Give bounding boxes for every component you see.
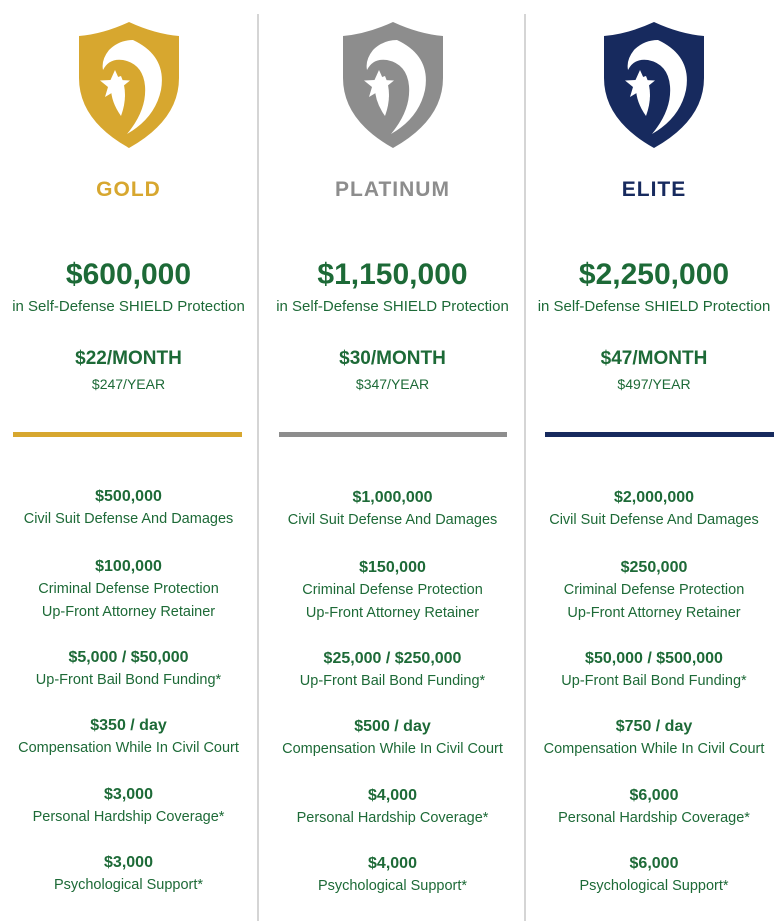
feature-item [260,557,525,625]
feature-desc: Criminal Defense Protection [563,582,745,598]
feature-value: $6,000 [629,855,679,872]
feature-desc: Up-Front Attorney Retainer [41,604,216,620]
feature-desc: Up-Front Bail Bond Funding* [561,673,747,689]
feature-item [527,557,781,625]
feature-item [260,853,525,898]
plan-price: $2,250,000 [578,258,730,291]
plan-tier: GOLD [96,178,161,201]
feature-desc: Psychological Support* [579,878,729,894]
feature-value: $5,000 / $50,000 [68,649,189,666]
feature-value: $1,000,000 [352,489,433,506]
plan-protection-label: in Self-Defense SHIELD Protection [276,298,509,315]
feature-desc: Personal Hardship Coverage* [296,810,489,826]
eagle-shield-icon [75,20,183,150]
plan-protection-label: in Self-Defense SHIELD Protection [537,298,771,315]
feature-value: $150,000 [359,559,426,576]
feature-desc: Psychological Support* [53,877,204,893]
feature-desc: Criminal Defense Protection [38,581,219,597]
feature-desc: Compensation While In Civil Court [543,741,765,757]
plan-price: $600,000 [65,258,192,291]
plan-yearly-price: $347/YEAR [355,376,430,392]
feature-desc: Compensation While In Civil Court [18,740,239,756]
plan-monthly-price: $47/MONTH [600,348,708,369]
feature-item [260,785,525,830]
feature-value: $4,000 [368,787,417,804]
plan-divider [279,432,507,437]
column-divider [257,14,259,921]
feature-item [260,487,525,532]
plan-yearly-price: $497/YEAR [617,376,691,392]
plan-divider [545,432,774,437]
feature-value: $350 / day [90,717,167,734]
feature-value: $6,000 [629,787,679,804]
eagle-shield-icon [600,20,708,150]
feature-value: $25,000 / $250,000 [323,650,462,667]
feature-desc: Civil Suit Defense And Damages [549,512,759,528]
feature-value: $2,000,000 [613,489,695,506]
feature-value: $250,000 [620,559,688,576]
plan-platinum [260,0,525,921]
feature-desc: Personal Hardship Coverage* [558,810,750,826]
feature-item [0,784,257,829]
feature-value: $750 / day [615,718,693,735]
feature-item [0,647,257,692]
feature-item [527,487,781,532]
feature-value: $4,000 [368,855,417,872]
eagle-shield-icon [339,20,447,150]
feature-item [0,852,257,897]
feature-value: $3,000 [104,854,153,871]
feature-desc: Up-Front Attorney Retainer [567,605,741,621]
feature-desc: Civil Suit Defense And Damages [287,512,498,528]
feature-item [527,716,781,761]
plan-divider [13,432,242,437]
plan-tier: PLATINUM [335,178,450,201]
feature-item [0,486,257,531]
feature-item [260,648,525,693]
feature-desc: Criminal Defense Protection [302,582,483,598]
feature-desc: Civil Suit Defense And Damages [23,511,234,527]
feature-item [527,785,781,830]
plan-price: $1,150,000 [317,258,468,291]
feature-desc: Up-Front Attorney Retainer [305,605,480,621]
feature-value: $100,000 [95,558,162,575]
feature-desc: Psychological Support* [317,878,468,894]
plan-yearly-price: $247/YEAR [91,376,166,392]
plan-gold [0,0,257,921]
feature-item [260,716,525,761]
feature-desc: Personal Hardship Coverage* [32,809,225,825]
feature-value: $500,000 [95,488,162,505]
feature-value: $3,000 [104,786,153,803]
feature-desc: Compensation While In Civil Court [282,741,503,757]
plan-protection-label: in Self-Defense SHIELD Protection [12,298,245,315]
feature-value: $50,000 / $500,000 [585,650,723,667]
feature-item [527,648,781,693]
feature-item [527,853,781,898]
feature-desc: Up-Front Bail Bond Funding* [35,672,222,688]
plan-elite [527,0,781,921]
feature-item [0,556,257,624]
feature-value: $500 / day [354,718,431,735]
feature-desc: Up-Front Bail Bond Funding* [299,673,486,689]
feature-item [0,715,257,760]
plan-tier: ELITE [621,178,687,201]
plan-monthly-price: $30/MONTH [339,348,446,369]
plan-monthly-price: $22/MONTH [75,348,182,369]
